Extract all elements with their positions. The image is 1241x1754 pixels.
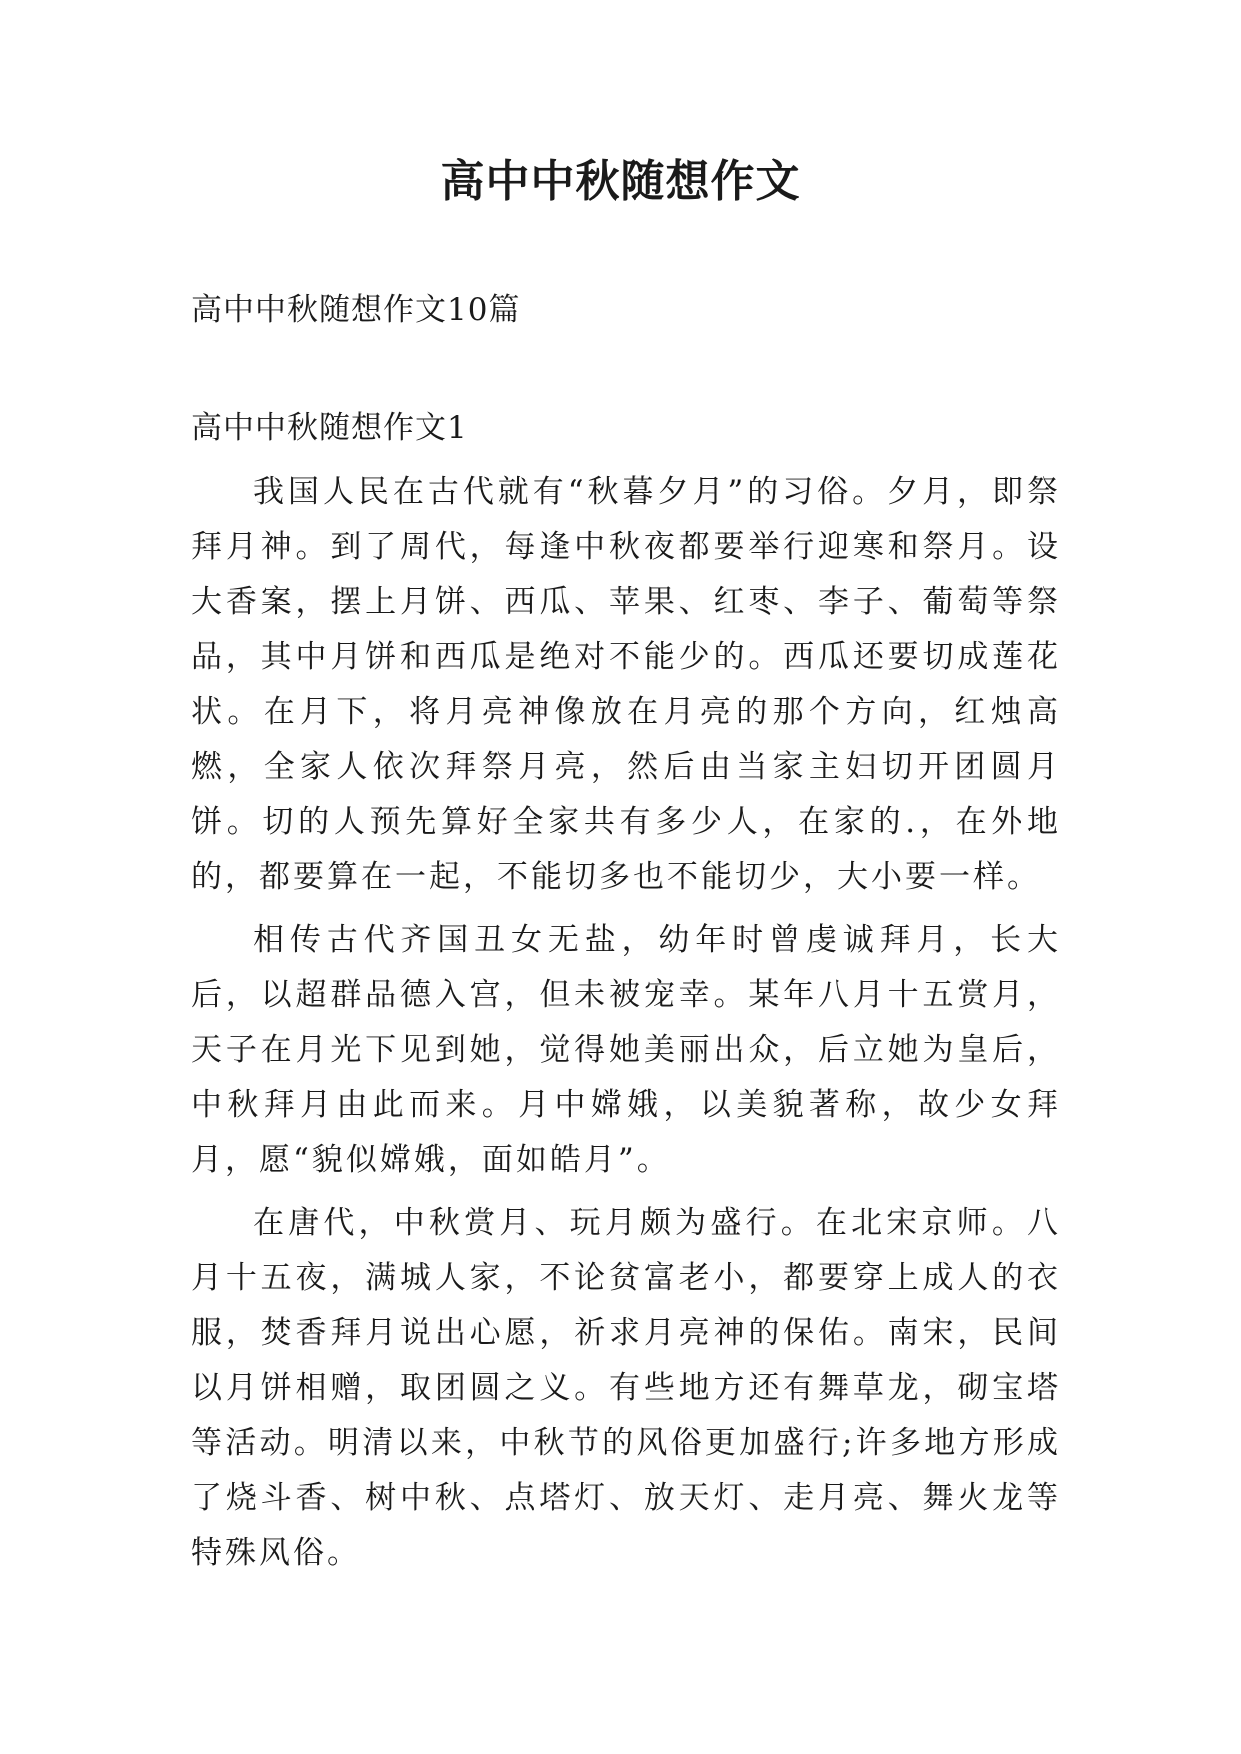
paragraph-1: 我国人民在古代就有“秋暮夕月”的习俗。夕月，即祭拜月神。到了周代，每逢中秋夜都要举行迎寒和祭月。设大香案，摆上月饼、西瓜、苹果、红枣、李子、葡萄等祭品，其中月饼和西瓜是绝对不能少的。西瓜还要切成莲花状。在月下，将月亮神像放在月亮的那个方向，红烛高燃，全家人依次拜祭月亮，然后由当家主妇切开团圆月饼。切的人预先算好全家共有多少人，在家的.，在外地的，都要算在一起，不能切多也不能切少，大小要一样。 — [191, 474, 1061, 895]
essay-body — [191, 465, 1061, 1589]
document-title: 高中中秋随想作文 — [440, 156, 801, 207]
essay-heading: 高中中秋随想作文1 — [191, 410, 468, 446]
paragraph-2: 相传古代齐国丑女无盐，幼年时曾虔诚拜月，长大后，以超群品德入宫，但未被宠幸。某年八月十五赏月，天子在月光下见到她，觉得她美丽出众，后立她为皇后，中秋拜月由此而来。月中嫦娥，以美貌著称，故少女拜月，愿“貌似嫦娥，面如皓月”。 — [191, 922, 1061, 1178]
paragraph-3: 在唐代，中秋赏月、玩月颇为盛行。在北宋京师。八月十五夜，满城人家，不论贫富老小，都要穿上成人的衣服，焚香拜月说出心愿，祈求月亮神的保佑。南宋，民间以月饼相赠，取团圆之义。有些地方还有舞草龙，砌宝塔等活动。明清以来，中秋节的风俗更加盛行;许多地方形成了烧斗香、树中秋、点塔灯、放天灯、走月亮、舞火龙等特殊风俗。 — [191, 1205, 1061, 1571]
document-subtitle: 高中中秋随想作文10篇 — [191, 292, 521, 328]
